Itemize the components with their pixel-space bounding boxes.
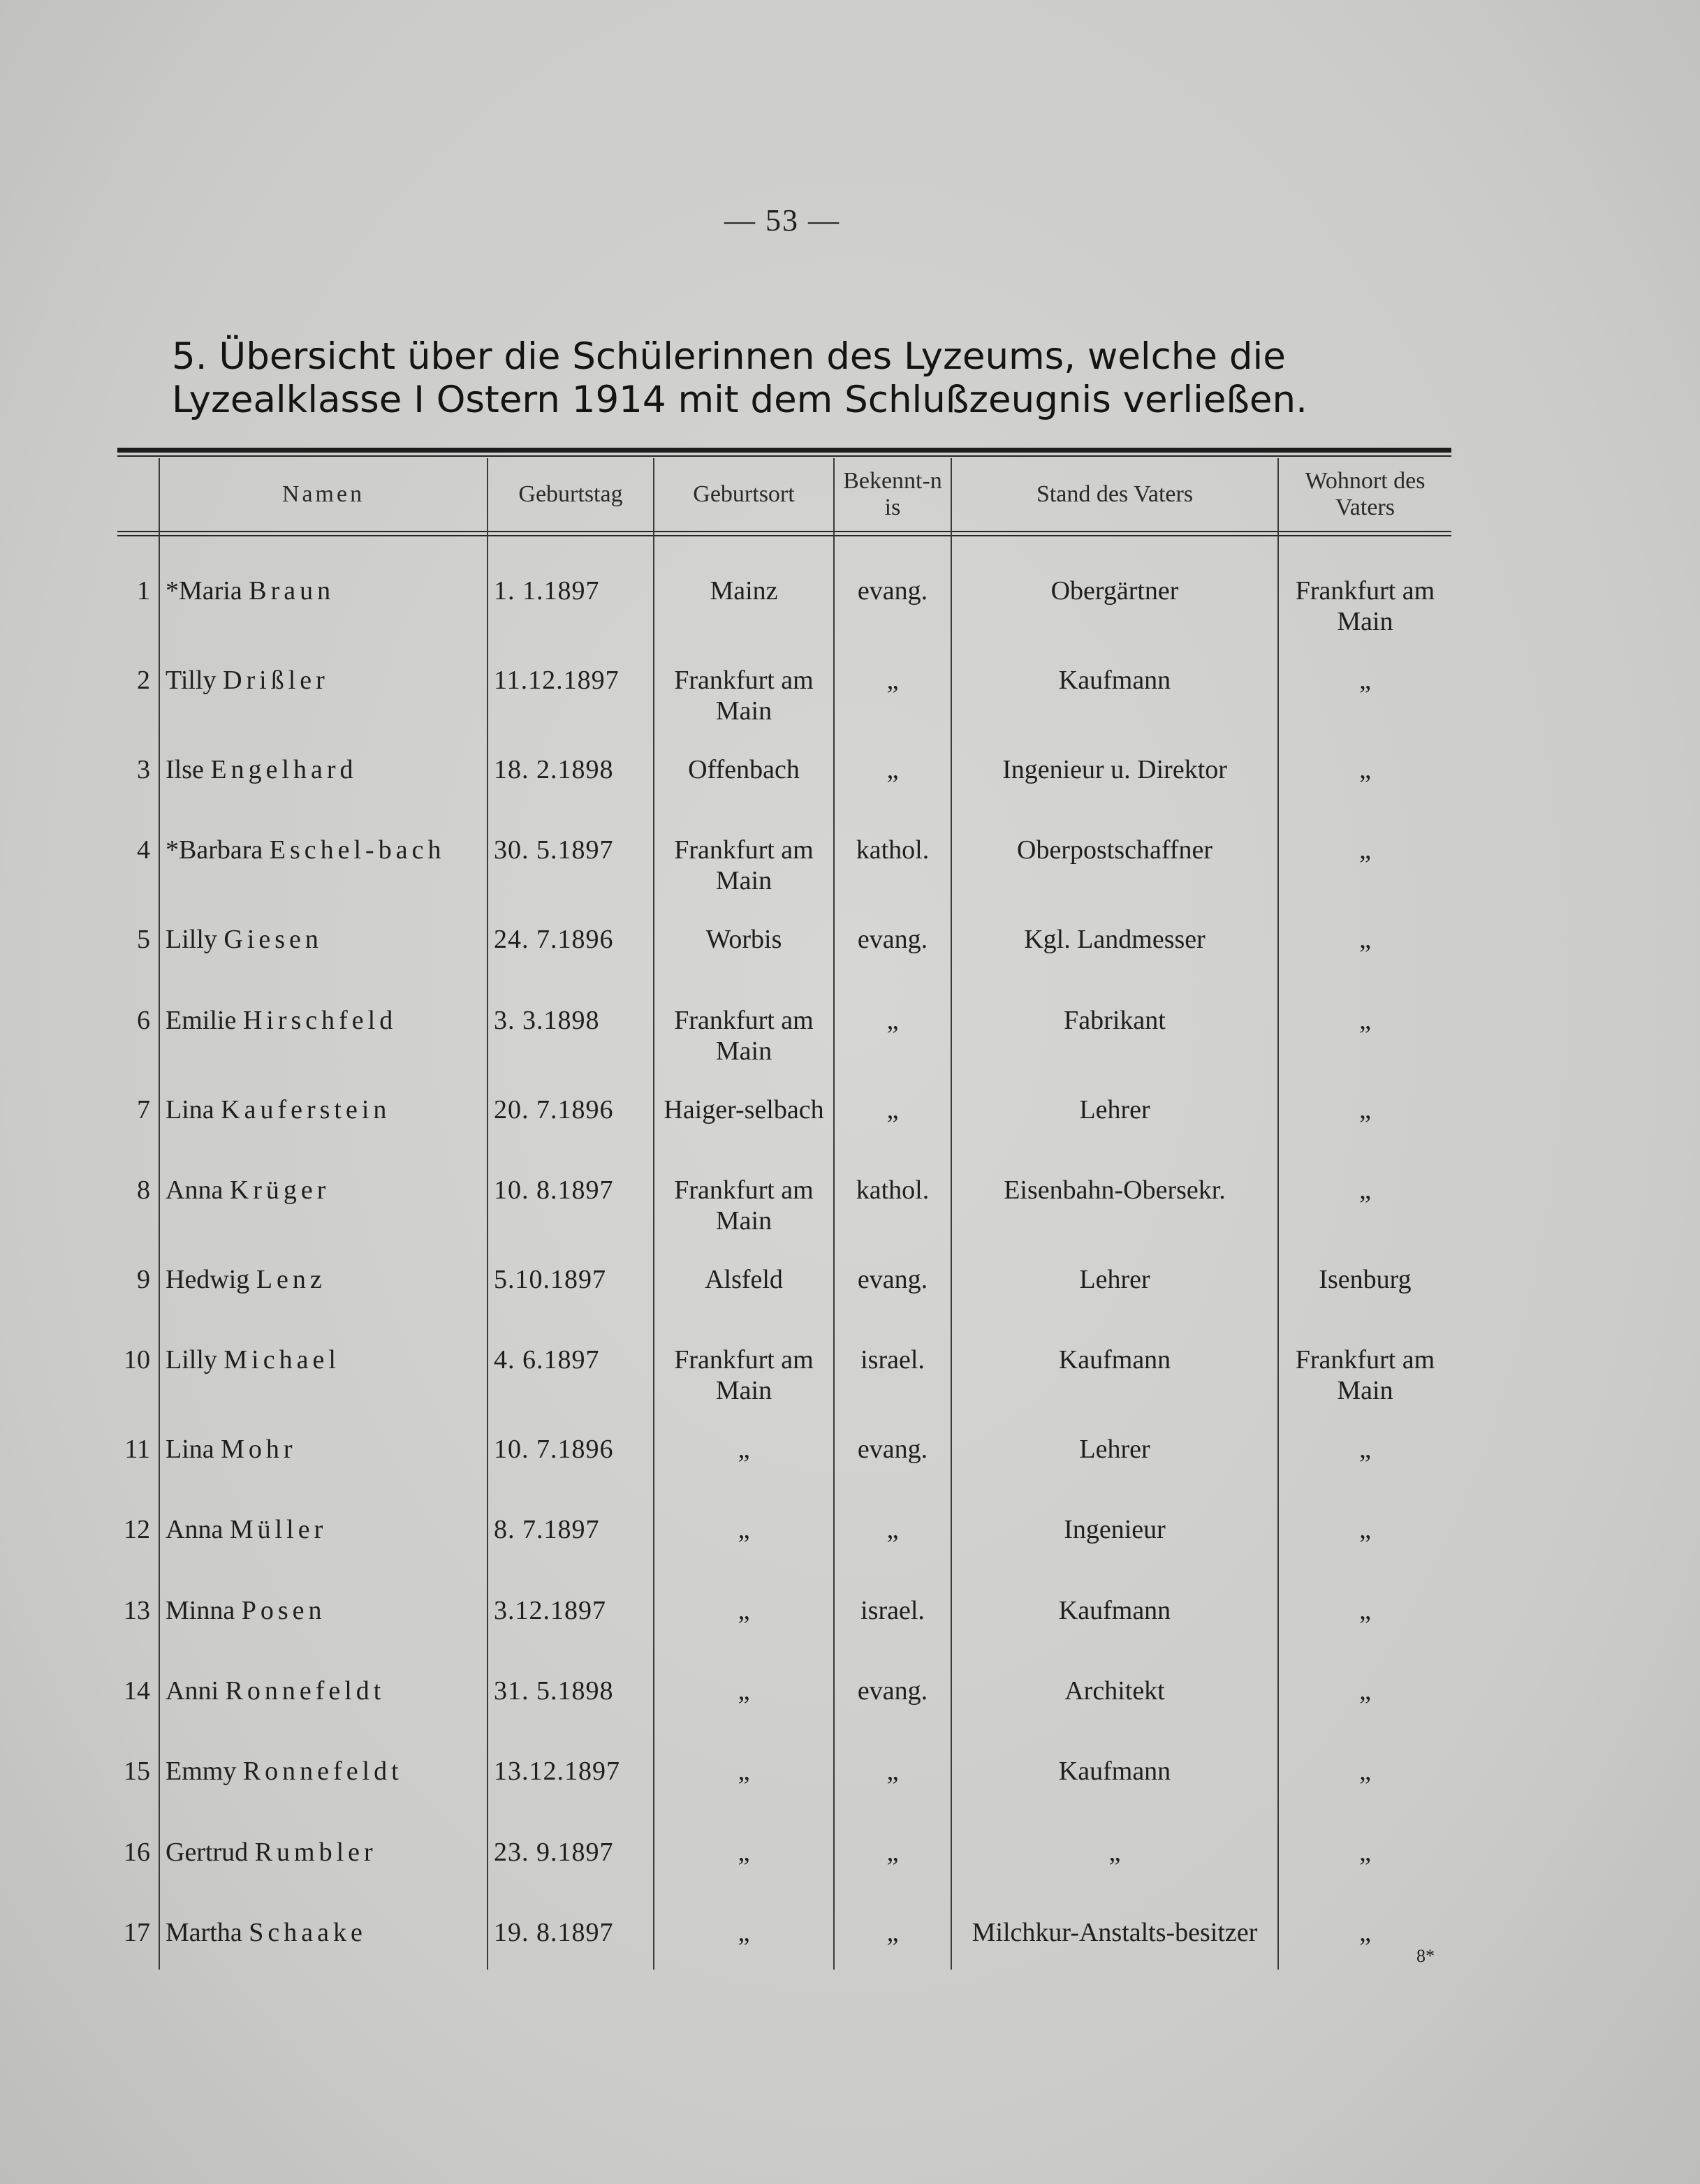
row-number: 5 <box>137 925 150 955</box>
father-occupation: Ingenieur u. Direktor <box>951 726 1278 807</box>
father-residence: „ <box>1278 977 1451 1067</box>
father-occupation: Milchkur-Anstalts-besitzer <box>951 1889 1278 1970</box>
birth-date: 1. 1.1897 <box>488 531 654 637</box>
student-name <box>159 1067 488 1147</box>
table-body <box>117 531 1451 1970</box>
confession: evang. <box>834 1648 951 1728</box>
birth-place: „ <box>654 1648 834 1728</box>
row-number: 3 <box>137 755 150 784</box>
title-line-2: Lyzealklasse I Ostern 1914 mit dem Schlußzeugnis verließen. <box>172 379 1307 421</box>
first-name: Anna <box>166 1175 224 1205</box>
father-residence: „ <box>1278 1567 1451 1648</box>
student-name <box>159 1147 488 1236</box>
father-residence: „ <box>1278 1486 1451 1567</box>
father-occupation: Obergärtner <box>951 531 1278 637</box>
table-header-row <box>117 458 1451 531</box>
student-name <box>159 1236 488 1317</box>
birth-place: „ <box>654 1809 834 1889</box>
surname: Engelhard <box>210 755 358 784</box>
table-row <box>117 896 1451 976</box>
confession: „ <box>834 1728 951 1808</box>
father-occupation: Kaufmann <box>951 1728 1278 1808</box>
first-name: Lina <box>166 1094 214 1124</box>
surname: Krüger <box>229 1175 330 1205</box>
confession: „ <box>834 1486 951 1567</box>
father-occupation: Kgl. Landmesser <box>951 896 1278 976</box>
table-row <box>117 637 1451 726</box>
student-table <box>117 458 1451 1970</box>
birth-date: 19. 8.1897 <box>488 1889 654 1970</box>
father-occupation: Eisenbahn-Obersekr. <box>951 1147 1278 1236</box>
father-residence: „ <box>1278 1147 1451 1236</box>
table-row <box>117 726 1451 807</box>
first-name: Emilie <box>166 1005 237 1035</box>
confession: israel. <box>834 1567 951 1648</box>
title-line-1: 5. Übersicht über die Schülerinnen des Lyzeums, welche die <box>172 335 1286 378</box>
father-residence: „ <box>1278 637 1451 726</box>
row-number: 4 <box>137 835 150 865</box>
section-title <box>172 335 1499 422</box>
father-occupation: Fabrikant <box>951 977 1278 1067</box>
birth-place: „ <box>654 1486 834 1567</box>
confession: kathol. <box>834 1147 951 1236</box>
surname: Lenz <box>256 1264 326 1294</box>
surname: Posen <box>241 1595 326 1625</box>
student-name <box>159 1809 488 1889</box>
table-row <box>117 1317 1451 1406</box>
father-residence: „ <box>1278 1809 1451 1889</box>
table-row <box>117 531 1451 637</box>
confession: evang. <box>834 531 951 637</box>
row-number: 11 <box>124 1435 150 1465</box>
father-residence: „ <box>1278 807 1451 896</box>
table-row <box>117 1067 1451 1147</box>
student-name <box>159 1486 488 1567</box>
birth-place: Frankfurt am Main <box>654 1317 834 1406</box>
surname: Drißler <box>223 666 329 695</box>
birth-place: Mainz <box>654 531 834 637</box>
first-name: Anni <box>166 1676 219 1706</box>
father-residence: „ <box>1278 1648 1451 1728</box>
table-row <box>117 1567 1451 1648</box>
father-residence: „ <box>1278 896 1451 976</box>
table-row <box>117 1236 1451 1317</box>
father-occupation: Architekt <box>951 1648 1278 1728</box>
birth-place: Worbis <box>654 896 834 976</box>
student-name <box>159 1317 488 1406</box>
surname: Schaake <box>249 1917 367 1947</box>
table-row <box>117 1889 1451 1970</box>
student-name <box>159 1567 488 1648</box>
confession: „ <box>834 726 951 807</box>
confession: „ <box>834 1889 951 1970</box>
surname: Braun <box>249 576 335 606</box>
row-number: 14 <box>124 1676 150 1706</box>
birth-date: 13.12.1897 <box>488 1728 654 1808</box>
student-name <box>159 1648 488 1728</box>
row-number: 1 <box>137 576 150 606</box>
father-residence: „ <box>1278 726 1451 807</box>
birth-date: 20. 7.1896 <box>488 1067 654 1147</box>
surname: Kauferstein <box>221 1094 391 1124</box>
birth-date: 11.12.1897 <box>488 637 654 726</box>
birth-date: 23. 9.1897 <box>488 1809 654 1889</box>
student-name <box>159 726 488 807</box>
father-occupation: Kaufmann <box>951 637 1278 726</box>
confession: „ <box>834 977 951 1067</box>
row-number: 15 <box>124 1757 150 1787</box>
first-name: Emmy <box>166 1757 237 1787</box>
first-name: Tilly <box>166 666 217 695</box>
header-birthplace: Geburtsort <box>654 458 834 531</box>
confession: evang. <box>834 1406 951 1486</box>
header-father-occupation: Stand des Vaters <box>951 458 1278 531</box>
row-number: 2 <box>137 666 150 695</box>
birth-place: Frankfurt am Main <box>654 1147 834 1236</box>
birth-place: Frankfurt am Main <box>654 807 834 896</box>
surname: Ronnefeldt <box>242 1757 403 1787</box>
birth-place: Alsfeld <box>654 1236 834 1317</box>
signature-mark: 8* <box>1416 1946 1435 1966</box>
first-name: Anna <box>166 1515 224 1545</box>
father-occupation: Ingenieur <box>951 1486 1278 1567</box>
father-occupation: Lehrer <box>951 1067 1278 1147</box>
father-residence: „ <box>1278 1889 1451 1970</box>
header-num <box>117 458 159 531</box>
confession: „ <box>834 1067 951 1147</box>
row-number: 13 <box>124 1595 150 1625</box>
birth-date: 18. 2.1898 <box>488 726 654 807</box>
row-number: 9 <box>137 1264 150 1294</box>
surname: Eschel-bach <box>269 835 446 865</box>
row-number: 12 <box>124 1515 150 1545</box>
surname: Rumbler <box>254 1837 377 1867</box>
header-name: Namen <box>159 458 488 531</box>
header-father-residence: Wohnort des Vaters <box>1278 458 1451 531</box>
table-row <box>117 807 1451 896</box>
father-residence: Frankfurt am Main <box>1278 1317 1451 1406</box>
confession: evang. <box>834 1236 951 1317</box>
birth-place: „ <box>654 1406 834 1486</box>
father-residence: „ <box>1278 1406 1451 1486</box>
first-name: Ilse <box>166 755 204 784</box>
birth-date: 4. 6.1897 <box>488 1317 654 1406</box>
father-occupation: Lehrer <box>951 1236 1278 1317</box>
surname: Müller <box>229 1515 328 1545</box>
father-occupation: Kaufmann <box>951 1567 1278 1648</box>
row-number: 10 <box>124 1345 150 1375</box>
first-name: Lina <box>166 1435 214 1465</box>
surname: Hirschfeld <box>242 1005 397 1035</box>
father-residence: „ <box>1278 1067 1451 1147</box>
header-confession: Bekennt-nis <box>834 458 951 531</box>
table-row <box>117 1648 1451 1728</box>
confession: israel. <box>834 1317 951 1406</box>
surname: Giesen <box>224 925 323 955</box>
top-rule <box>117 448 1451 453</box>
birth-date: 31. 5.1898 <box>488 1648 654 1728</box>
first-name: Minna <box>166 1595 235 1625</box>
table-row <box>117 1728 1451 1808</box>
birth-date: 8. 7.1897 <box>488 1486 654 1567</box>
student-name <box>159 1889 488 1970</box>
header-birthday: Geburtstag <box>488 458 654 531</box>
top-rule-thin <box>117 455 1451 457</box>
birth-place: „ <box>654 1567 834 1648</box>
surname: Michael <box>224 1345 340 1375</box>
father-residence: Isenburg <box>1278 1236 1451 1317</box>
first-name: Lilly <box>166 1345 217 1375</box>
table-row <box>117 977 1451 1067</box>
birth-place: „ <box>654 1728 834 1808</box>
first-name: Gertrud <box>166 1837 249 1867</box>
father-residence: „ <box>1278 1728 1451 1808</box>
birth-date: 24. 7.1896 <box>488 896 654 976</box>
student-name <box>159 1728 488 1808</box>
row-number: 16 <box>124 1837 150 1867</box>
first-name: Lilly <box>166 925 217 955</box>
father-occupation: Kaufmann <box>951 1317 1278 1406</box>
birth-date: 30. 5.1897 <box>488 807 654 896</box>
table-row <box>117 1809 1451 1889</box>
father-occupation: „ <box>951 1809 1278 1889</box>
birth-date: 10. 8.1897 <box>488 1147 654 1236</box>
birth-place: Frankfurt am Main <box>654 637 834 726</box>
table-row <box>117 1406 1451 1486</box>
student-name <box>159 637 488 726</box>
row-number: 8 <box>137 1175 150 1205</box>
surname: Ronnefeldt <box>225 1676 386 1706</box>
surname: Mohr <box>221 1435 297 1465</box>
student-name <box>159 531 488 637</box>
student-name <box>159 807 488 896</box>
first-name: Martha <box>166 1917 242 1947</box>
student-name <box>159 977 488 1067</box>
confession: kathol. <box>834 807 951 896</box>
first-name: *Barbara <box>166 835 263 865</box>
table-row <box>117 1147 1451 1236</box>
confession: evang. <box>834 896 951 976</box>
father-occupation: Oberpostschaffner <box>951 807 1278 896</box>
first-name: *Maria <box>166 576 242 606</box>
student-name <box>159 1406 488 1486</box>
birth-place: „ <box>654 1889 834 1970</box>
row-number: 7 <box>137 1094 150 1124</box>
birth-place: Frankfurt am Main <box>654 977 834 1067</box>
page-number: — 53 — <box>724 203 840 237</box>
row-number: 17 <box>124 1917 150 1947</box>
birth-date: 5.10.1897 <box>488 1236 654 1317</box>
student-name <box>159 896 488 976</box>
confession: „ <box>834 1809 951 1889</box>
father-occupation: Lehrer <box>951 1406 1278 1486</box>
birth-date: 3.12.1897 <box>488 1567 654 1648</box>
confession: „ <box>834 637 951 726</box>
table-row <box>117 1486 1451 1567</box>
first-name: Hedwig <box>166 1264 250 1294</box>
row-number: 6 <box>137 1005 150 1035</box>
birth-date: 3. 3.1898 <box>488 977 654 1067</box>
birth-place: Offenbach <box>654 726 834 807</box>
father-residence: Frankfurt am Main <box>1278 531 1451 637</box>
birth-date: 10. 7.1896 <box>488 1406 654 1486</box>
birth-place: Haiger-selbach <box>654 1067 834 1147</box>
